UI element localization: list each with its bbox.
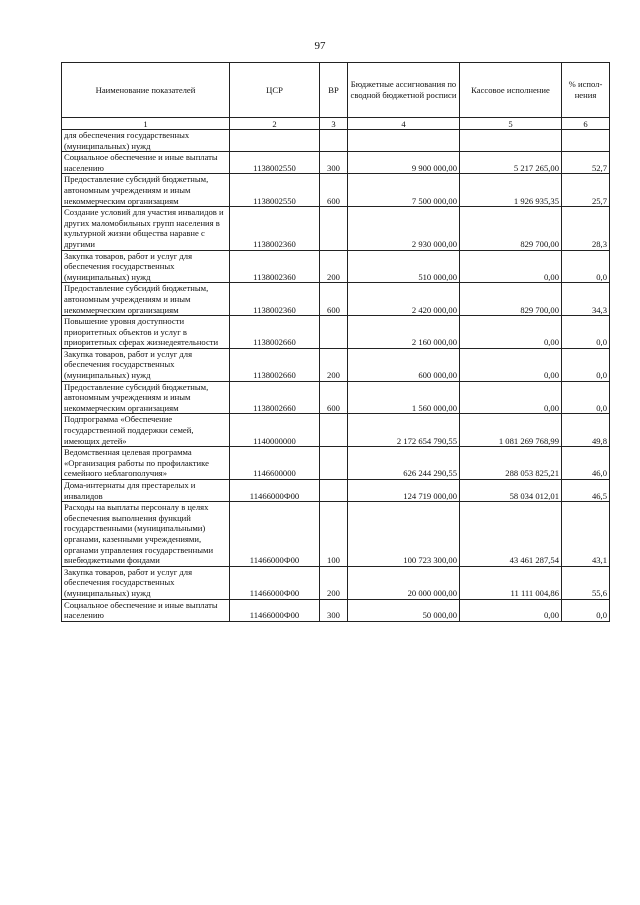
row-csr: 1138002660 [230, 348, 320, 381]
row-vr [320, 130, 348, 152]
row-cash: 0,00 [460, 250, 562, 283]
row-percent: 0,0 [562, 316, 610, 349]
header-csr: ЦСР [230, 63, 320, 118]
row-budget: 124 719 000,00 [348, 480, 460, 502]
row-percent: 28,3 [562, 207, 610, 250]
row-percent: 0,0 [562, 250, 610, 283]
row-percent: 0,0 [562, 381, 610, 414]
row-budget: 2 420 000,00 [348, 283, 460, 316]
row-cash: 0,00 [460, 599, 562, 621]
row-budget: 1 560 000,00 [348, 381, 460, 414]
row-vr: 600 [320, 174, 348, 207]
header-budget: Бюджетные ассигнования по сводной бюджетной росписи [348, 63, 460, 118]
row-percent: 49,8 [562, 414, 610, 447]
table-row [62, 447, 610, 480]
row-budget: 2 172 654 790,55 [348, 414, 460, 447]
header-cash: Кассовое исполнение [460, 63, 562, 118]
column-number-row [62, 118, 610, 130]
row-csr: 1138002660 [230, 316, 320, 349]
row-percent [562, 130, 610, 152]
table-row [62, 348, 610, 381]
column-number: 2 [230, 118, 320, 130]
row-percent: 46,5 [562, 480, 610, 502]
row-vr [320, 480, 348, 502]
row-cash: 1 081 269 768,99 [460, 414, 562, 447]
row-cash: 0,00 [460, 348, 562, 381]
row-name: Закупка товаров, работ и услуг для обеспечения государственных (муниципальных) нужд [62, 566, 230, 599]
row-name: Предоставление субсидий бюджетным, автономным учреждениям и иным некоммерческим организациям [62, 283, 230, 316]
row-csr: 1138002550 [230, 152, 320, 174]
row-vr: 300 [320, 152, 348, 174]
row-budget: 626 244 290,55 [348, 447, 460, 480]
row-percent: 46,0 [562, 447, 610, 480]
table-row [62, 599, 610, 621]
row-csr: 1138002360 [230, 207, 320, 250]
row-name: Предоставление субсидий бюджетным, автономным учреждениям и иным некоммерческим организациям [62, 174, 230, 207]
row-percent: 0,0 [562, 599, 610, 621]
row-vr: 600 [320, 283, 348, 316]
column-number: 6 [562, 118, 610, 130]
row-csr: 1138002660 [230, 381, 320, 414]
row-budget: 100 723 300,00 [348, 502, 460, 567]
page-number: 97 [314, 40, 326, 52]
row-cash: 5 217 265,00 [460, 152, 562, 174]
row-vr [320, 316, 348, 349]
table-row [62, 502, 610, 567]
table-row [62, 130, 610, 152]
row-name: Ведомственная целевая программа «Организация работы по профилактике семейного неблагополучия» [62, 447, 230, 480]
column-number: 3 [320, 118, 348, 130]
table-row [62, 414, 610, 447]
row-vr: 100 [320, 502, 348, 567]
row-csr: 1138002550 [230, 174, 320, 207]
row-cash: 11 111 004,86 [460, 566, 562, 599]
row-name: Предоставление субсидий бюджетным, автономным учреждениям и иным некоммерческим организациям [62, 381, 230, 414]
row-vr [320, 414, 348, 447]
row-budget: 2 930 000,00 [348, 207, 460, 250]
row-budget [348, 130, 460, 152]
column-number: 5 [460, 118, 562, 130]
table-row [62, 316, 610, 349]
row-budget: 9 900 000,00 [348, 152, 460, 174]
row-vr [320, 207, 348, 250]
row-budget: 600 000,00 [348, 348, 460, 381]
table-row [62, 174, 610, 207]
row-cash: 829 700,00 [460, 283, 562, 316]
row-cash: 58 034 012,01 [460, 480, 562, 502]
row-name: для обеспечения государственных (муниципальных) нужд [62, 130, 230, 152]
row-csr: 11466000Ф00 [230, 502, 320, 567]
row-csr: 1138002360 [230, 250, 320, 283]
row-vr: 300 [320, 599, 348, 621]
row-cash: 0,00 [460, 316, 562, 349]
header-name: Наименование показателей [62, 63, 230, 118]
column-number: 1 [62, 118, 230, 130]
row-cash: 288 053 825,21 [460, 447, 562, 480]
row-cash [460, 130, 562, 152]
table-row [62, 381, 610, 414]
table-row [62, 152, 610, 174]
row-percent: 52,7 [562, 152, 610, 174]
table-row [62, 283, 610, 316]
row-cash: 829 700,00 [460, 207, 562, 250]
row-vr: 200 [320, 250, 348, 283]
table-row [62, 250, 610, 283]
budget-execution-table [61, 62, 610, 622]
row-percent: 25,7 [562, 174, 610, 207]
row-budget: 510 000,00 [348, 250, 460, 283]
row-budget: 50 000,00 [348, 599, 460, 621]
row-name: Повышение уровня доступности приоритетных объектов и услуг в приоритетных сферах жизнедеятельности [62, 316, 230, 349]
row-name: Закупка товаров, работ и услуг для обеспечения государственных (муниципальных) нужд [62, 250, 230, 283]
row-name: Закупка товаров, работ и услуг для обеспечения государственных (муниципальных) нужд [62, 348, 230, 381]
header-row [62, 63, 610, 118]
row-percent: 55,6 [562, 566, 610, 599]
row-cash: 1 926 935,35 [460, 174, 562, 207]
row-name: Социальное обеспечение и иные выплаты населению [62, 599, 230, 621]
row-name: Создание условий для участия инвалидов и других маломобильных групп населения в культурной жизни общества наравне с другими [62, 207, 230, 250]
row-csr: 11466000Ф00 [230, 480, 320, 502]
table-row [62, 480, 610, 502]
row-cash: 0,00 [460, 381, 562, 414]
row-csr: 11466000Ф00 [230, 566, 320, 599]
row-budget: 2 160 000,00 [348, 316, 460, 349]
row-vr: 600 [320, 381, 348, 414]
table-row [62, 207, 610, 250]
row-percent: 34,3 [562, 283, 610, 316]
row-name: Подпрограмма «Обеспечение государственной поддержки семей, имеющих детей» [62, 414, 230, 447]
row-name: Социальное обеспечение и иные выплаты населению [62, 152, 230, 174]
row-name: Расходы на выплаты персоналу в целях обеспечения выполнения функций государственными (муниципальными) органами, казенными учреждениями, органами управления государственными внебюджетными фондами [62, 502, 230, 567]
row-percent: 43,1 [562, 502, 610, 567]
header-vr: ВР [320, 63, 348, 118]
row-csr: 11466000Ф00 [230, 599, 320, 621]
row-budget: 7 500 000,00 [348, 174, 460, 207]
table-row [62, 566, 610, 599]
row-csr [230, 130, 320, 152]
row-vr [320, 447, 348, 480]
row-percent: 0,0 [562, 348, 610, 381]
row-csr: 1140000000 [230, 414, 320, 447]
row-csr: 1146600000 [230, 447, 320, 480]
row-vr: 200 [320, 566, 348, 599]
column-number: 4 [348, 118, 460, 130]
row-cash: 43 461 287,54 [460, 502, 562, 567]
row-budget: 20 000 000,00 [348, 566, 460, 599]
header-percent: % испол-нения [562, 63, 610, 118]
row-name: Дома-интернаты для престарелых и инвалидов [62, 480, 230, 502]
row-vr: 200 [320, 348, 348, 381]
row-csr: 1138002360 [230, 283, 320, 316]
